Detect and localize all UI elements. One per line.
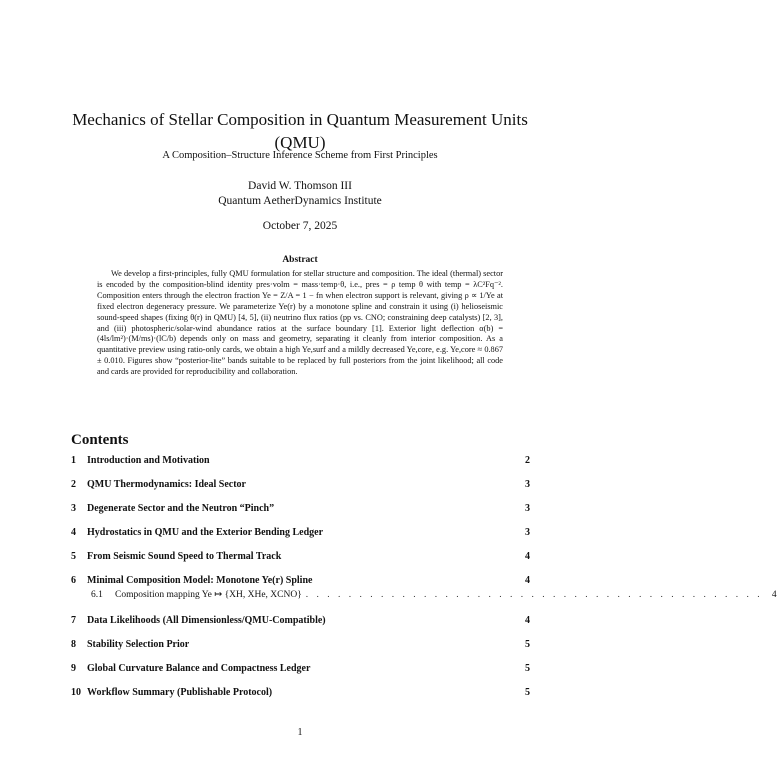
- toc-entry[interactable]: [71, 575, 530, 589]
- toc-title: QMU Thermodynamics: Ideal Sector: [87, 479, 246, 490]
- toc-entry[interactable]: [71, 503, 530, 517]
- toc-page: 3: [525, 503, 530, 514]
- paper-title: Mechanics of Stellar Composition in Quantum Measurement Units (QMU): [72, 110, 528, 152]
- toc-number: 1: [71, 455, 76, 466]
- toc-page: 3: [525, 479, 530, 490]
- toc-title: Minimal Composition Model: Monotone Ye(r) Spline: [87, 575, 313, 586]
- toc-page: 3: [525, 527, 530, 538]
- toc-number: 5: [71, 551, 76, 562]
- toc-number: 4: [71, 527, 76, 538]
- paper-date: October 7, 2025: [262, 220, 338, 232]
- toc-page: 4: [525, 575, 530, 586]
- toc-title: Degenerate Sector and the Neutron “Pinch”: [87, 503, 275, 514]
- paper-subtitle: A Composition–Structure Inference Scheme from First Principles: [162, 150, 438, 161]
- toc-page: 2: [525, 455, 530, 466]
- page-number: 1: [297, 727, 303, 738]
- author-affiliation: Quantum AetherDynamics Institute: [218, 195, 382, 207]
- toc-entry[interactable]: [71, 663, 530, 677]
- toc-page: 4: [525, 615, 530, 626]
- toc-number: 9: [71, 663, 76, 674]
- toc-page: 4: [525, 551, 530, 562]
- toc-number: 2: [71, 479, 76, 490]
- toc-entry[interactable]: [71, 687, 530, 701]
- abstract-heading: Abstract: [282, 255, 318, 265]
- toc-entry[interactable]: [71, 455, 530, 469]
- toc-title: Workflow Summary (Publishable Protocol): [87, 687, 273, 698]
- toc-page: 5: [525, 663, 530, 674]
- toc-number: 3: [71, 503, 76, 514]
- toc-sub-number: 6.1: [91, 590, 103, 600]
- toc-page: 5: [525, 639, 530, 650]
- toc-number: 8: [71, 639, 76, 650]
- abstract-text: We develop a first-principles, fully QMU formulation for stellar structure and composition. The ideal (thermal) sector is encoded by the composition-blind identity pres·volm = mass·temp·θ, i.e., pres = ρ temp θ with temp = λC²Fq⁻². Composition enters through the electron fraction Ye = Z/A = 1 − fn when electron support is relevant, giving ρ ∝ 1/Ye at fixed electron degeneracy pressure. We parameterize Ye(r) by a monotone spline and constrain it using (i) helioseismic sound-speed shapes (fixing θ(r) in QMU) [4, 5], (ii) neutrino flux ratios (pp vs. CNO; constraining deep catalysts) [2, 3], and (iii) photospheric/solar-wind abundance ratios at the surface boundary [1]. Exterior light deflection α(b) = (4ls/lm²)·(M/ms)·(lC/b) depends only on mass and geometry, separating it cleanly from interior composition. As a quantitative preview using ratio-only cards, we obtain a high Ye,surf and a mildly decreased Ye,core, e.g. Ye,core ≈ 0.867 ± 0.010. Figures show “posterior-lite” bands suitable to be replaced by full posteriors from the joint likelihood; all code and cards are provided for reproducibility and collaboration.: [97, 269, 503, 377]
- toc-number: 7: [71, 615, 76, 626]
- toc-entry[interactable]: [71, 479, 530, 493]
- toc-title: Hydrostatics in QMU and the Exterior Bending Ledger: [87, 527, 324, 538]
- toc-number: 6: [71, 575, 76, 586]
- toc-sub-title: Composition mapping Ye ↦ {XH, XHe, XCNO}: [115, 590, 302, 600]
- author-name: David W. Thomson III: [248, 180, 352, 192]
- contents-heading: Contents: [71, 432, 129, 448]
- toc-title: From Seismic Sound Speed to Thermal Track: [87, 551, 282, 562]
- toc-title: Data Likelihoods (All Dimensionless/QMU-Compatible): [87, 615, 326, 626]
- toc-entry[interactable]: [71, 615, 530, 629]
- toc-title: Global Curvature Balance and Compactness Ledger: [87, 663, 311, 674]
- toc-leader-dots: . . . . . . . . . . . . . . . . . . . . . . . . . . . . . . . . . . . . . . . . . . .: [305, 590, 763, 600]
- toc-sub-page: 4: [771, 590, 777, 600]
- toc-entry[interactable]: [71, 551, 530, 565]
- toc-number: 10: [71, 687, 81, 698]
- toc-subentry[interactable]: [91, 589, 777, 602]
- toc-entry[interactable]: [71, 527, 530, 541]
- toc-entry[interactable]: [71, 639, 530, 653]
- toc-title: Introduction and Motivation: [87, 455, 210, 466]
- toc-page: 5: [525, 687, 530, 698]
- toc-title: Stability Selection Prior: [87, 639, 190, 650]
